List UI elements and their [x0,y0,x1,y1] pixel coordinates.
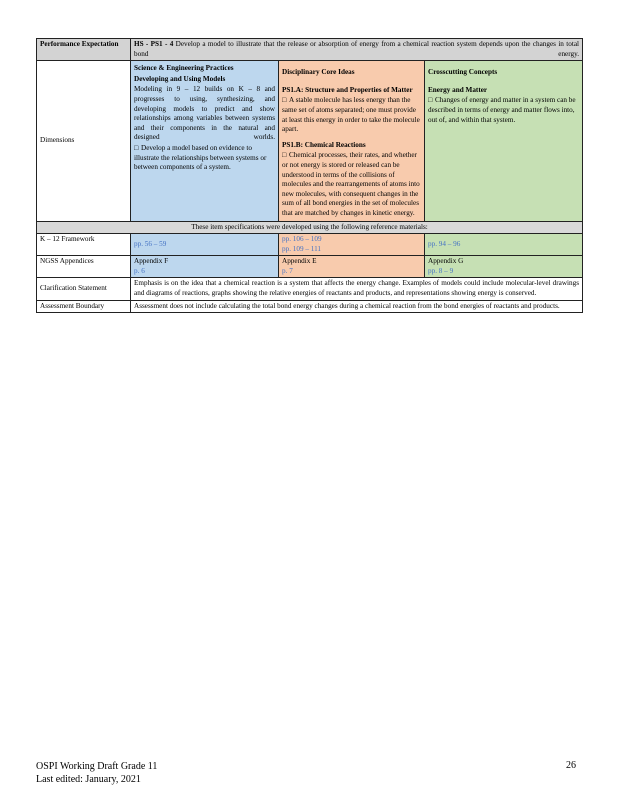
clarification-label: Clarification Statement [37,278,131,300]
footer [36,760,157,786]
ngss-sep-pages: p. 6 [134,266,145,275]
ngss-sep-appendix: Appendix F [134,257,169,266]
ccc-bullet: Changes of energy and matter in a system can be described in terms of energy and matter flows into, out of, and within that system. [428,96,576,124]
dci-bullet1: A stable molecule has less energy than the same set of atoms separated; one must provide at least this energy in order to take the molecule apart. [282,96,420,134]
framework-ccc [425,234,583,256]
dci-bullet2: Chemical processes, their rates, and whether or not energy is stored or released can be understood in terms of the collisions of molecules and the rearrangements of atoms into new molecules, with consequent changes in the sum of all bond energies in the set of molecules that are matched by changes in kinetic energy. [282,151,420,217]
assessment-label: Assessment Boundary [37,300,131,313]
dimensions-row [37,61,583,221]
ngss-dci [279,256,425,278]
reference-note-row [37,221,583,234]
ngss-row [37,256,583,278]
framework-dci-pages-2: pp. 109 – 111 [282,244,321,253]
clarification-row [37,278,583,300]
footer-draft-label: OSPI Working Draft Grade 11 [36,761,158,772]
pe-code: HS - PS1 - 4 [134,40,174,48]
dci-bullet2-item [282,151,421,218]
framework-row [37,234,583,256]
dci-heading: Disciplinary Core Ideas [282,68,355,77]
framework-sep-pages: pp. 56 – 59 [134,239,167,248]
checkbox-bullet-icon: □ [282,151,287,160]
dci-cell [279,61,425,221]
checkbox-bullet-icon: □ [428,96,433,105]
ngss-sep [131,256,279,278]
ccc-cell [425,61,583,221]
ccc-bullet-item [428,96,579,125]
ccc-subheading: Energy and Matter [428,85,488,94]
checkbox-bullet-icon: □ [282,96,287,105]
dimensions-label: Dimensions [37,61,131,221]
framework-sep [131,234,279,256]
sep-bullet: Develop a model based on evidence to illustrate the relationships between systems or between components of a system. [134,143,267,172]
ngss-label: NGSS Appendices [37,256,131,278]
ngss-dci-pages: p. 7 [282,266,293,275]
checkbox-bullet-icon: □ [134,143,139,152]
sep-bullet-item [134,144,275,173]
ngss-ccc-pages: pp. 8 – 9 [428,266,454,275]
sep-cell [131,61,279,221]
footer-last-edited: Last edited: January, 2021 [36,774,141,785]
framework-dci-pages-1: pp. 106 – 109 [282,235,322,244]
framework-ccc-pages: pp. 94 – 96 [428,239,461,248]
pe-label: Performance Expectation [37,39,131,61]
sep-subheading: Developing and Using Models [134,74,226,83]
framework-label: K – 12 Framework [37,234,131,256]
ngss-ccc-appendix: Appendix G [428,257,464,266]
pe-cell [131,39,583,61]
ngss-ccc [425,256,583,278]
assessment-text: Assessment does not include calculating the total bond energy changes during a chemical reaction from the bond energies of reactants and products. [131,300,583,313]
sep-heading: Science & Engineering Practices [134,64,234,73]
ccc-heading: Crosscutting Concepts [428,68,498,77]
assessment-row [37,300,583,313]
performance-expectation-row [37,39,583,61]
page-number: 26 [566,760,576,771]
ngss-dci-appendix: Appendix E [282,257,317,266]
dci-bullet1-item [282,96,421,134]
item-specification-table [36,38,583,313]
sep-body: Modeling in 9 – 12 builds on K – 8 and progresses to using, synthesizing, and developing models to predict and show relationships among variables between systems and their components in the natural and designed worlds. [134,85,275,142]
dci-sub2: PS1.B: Chemical Reactions [282,140,366,149]
pe-text: Develop a model to illustrate that the release or absorption of energy from a chemical reaction system depends upon the changes in total bond energy. [134,40,580,58]
clarification-text: Emphasis is on the idea that a chemical reaction is a system that affects the energy change. Examples of models could include molecular-level drawings and diagrams of reactions, graphs showing the relative energies of reactants and products, and representations showing energy is conserved. [131,278,583,300]
dci-sub1: PS1.A: Structure and Properties of Matter [282,85,413,94]
reference-note: These item specifications were developed using the following reference materials: [37,221,583,234]
framework-dci [279,234,425,256]
